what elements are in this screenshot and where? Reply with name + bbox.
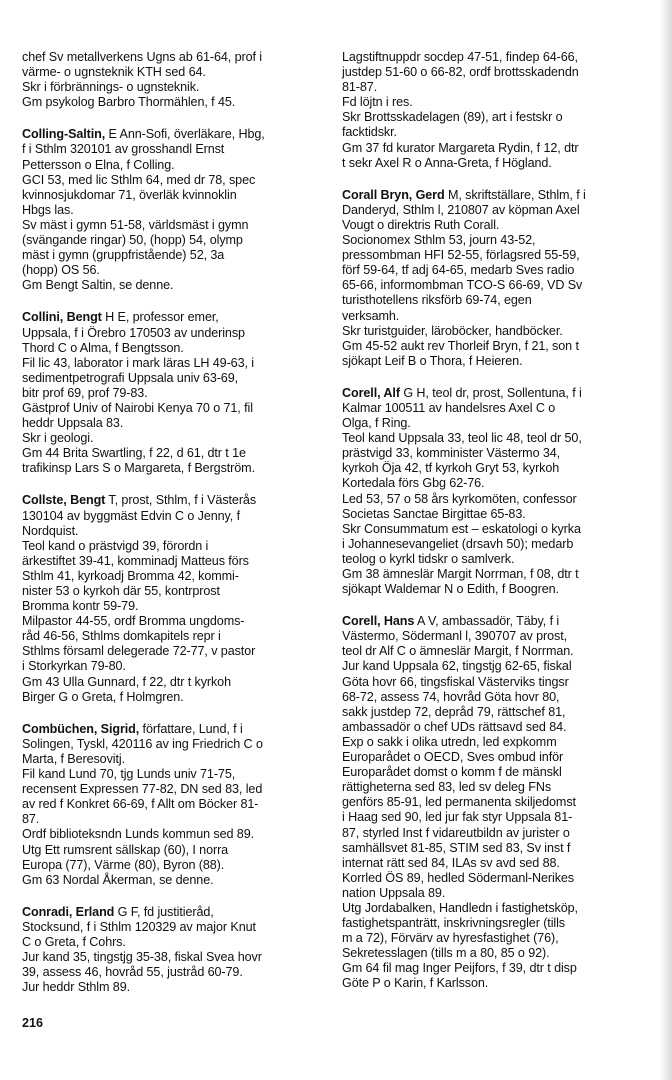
entry-line <box>22 554 324 569</box>
entry-line <box>342 50 642 65</box>
entry-text: Nordquist. <box>22 523 79 538</box>
entry-line <box>342 401 642 416</box>
entry-text: Societas Sanctae Birgittae 65-83. <box>342 506 526 521</box>
entry-text: 68-72, assess 74, hovråd Göta hovr 80, <box>342 689 560 704</box>
entry-line <box>22 920 324 935</box>
entry-text: Gm 37 fd kurator Margareta Rydin, f 12, dtr <box>342 140 579 155</box>
entry-text: Göte P o Karin, f Karlsson. <box>342 976 489 991</box>
entry-text: Gm psykolog Barbro Thormählen, f 45. <box>22 95 236 110</box>
entry-text: G F, fd justitieråd, <box>114 904 214 919</box>
entry-text: råd 46-56, Sthlms domkapitels repr i <box>22 629 221 644</box>
entry-line <box>22 218 324 233</box>
entry-line <box>342 795 642 810</box>
entry-line <box>22 509 324 524</box>
entry-text: Teol kand o prästvigd 39, förordn i <box>22 538 209 553</box>
entry-line <box>342 614 642 629</box>
entry-text: Sthlms församl delegerade 72-77, v pastor <box>22 644 256 659</box>
entry-line <box>342 354 642 369</box>
entry-line <box>22 431 324 446</box>
entry-line <box>342 841 642 856</box>
entry-text: Socionomex Sthlm 53, journ 43-52, <box>342 233 536 248</box>
entry-line <box>22 873 324 888</box>
entry-text: Stocksund, f i Sthlm 120329 av major Knut <box>22 919 256 934</box>
entry-text: Marta, f Beresovitj. <box>22 751 125 766</box>
entry-line <box>22 493 324 508</box>
entry-text: Bromma kontr 59-79. <box>22 599 139 614</box>
entry-line <box>342 916 642 931</box>
entry-text: Teol kand Uppsala 33, teol lic 48, teol dr 50, <box>342 431 582 446</box>
entry-text: 87. <box>22 812 40 827</box>
entry-text: förf 59-64, tf adj 64-65, medarb Sves radio <box>342 263 575 278</box>
entry-line <box>342 233 642 248</box>
entry-text: Gm Bengt Saltin, se denne. <box>22 278 174 293</box>
entry-text: Fil lic 43, laborator i mark läras LH 49-63, i <box>22 355 254 370</box>
entry-text: 81-87. <box>342 80 378 95</box>
entry-line <box>342 263 642 278</box>
entry-line <box>22 569 324 584</box>
entry-line <box>22 843 324 858</box>
entry-line <box>22 722 324 737</box>
entry-line <box>22 65 324 80</box>
entry-line <box>22 416 324 431</box>
entry-line <box>22 248 324 263</box>
entry-text: Korrled ÖS 89, hedled Södermanl-Nerikes <box>342 870 574 885</box>
entry-line <box>342 931 642 946</box>
entry-text: i Johannesevangeliet (drsavh 50); medarb <box>342 536 574 551</box>
entry-text: i Storkyrkan 79-80. <box>22 659 126 674</box>
entry-text: H E, professor emer, <box>101 310 219 325</box>
biography-entry <box>342 386 642 597</box>
entry-text: Skr Brottsskadelagen (89), art i festskr o <box>342 110 563 125</box>
entry-text: teol dr Alf C o ämneslär Margit, f Norrman. <box>342 644 574 659</box>
entry-line <box>22 629 324 644</box>
entry-line <box>342 110 642 125</box>
entry-line <box>22 278 324 293</box>
entry-text: heddr Uppsala 83. <box>22 416 124 431</box>
entry-line <box>342 476 642 491</box>
entry-name: Combüchen, Sigrid, <box>22 721 140 736</box>
entry-line <box>342 309 642 324</box>
entry-text: Solingen, Tyskl, 420116 av ing Friedrich C o <box>22 736 263 751</box>
right-column <box>342 50 642 1009</box>
entry-name: Conradi, Erland <box>22 904 115 919</box>
entry-line <box>22 644 324 659</box>
entry-line <box>342 339 642 354</box>
entry-line <box>22 461 324 476</box>
entry-text: mäst i gymn (gruppfristående) 52, 3a <box>22 248 225 263</box>
entry-text: recensent Expressen 77-82, DN sed 83, led <box>22 782 263 797</box>
entry-text: 87, styrled Inst f vidareutbildn av jurister o <box>342 825 570 840</box>
entry-text: Uppsala, f i Örebro 170503 av underinsp <box>22 325 245 340</box>
entry-line <box>22 858 324 873</box>
entry-line <box>22 263 324 278</box>
entry-text: Utg Ett rumsrent sällskap (60), I norra <box>22 842 229 857</box>
entry-text: bitr prof 69, prof 79-83. <box>22 385 148 400</box>
entry-text: teolog o kyrkl tidskr o samlverk. <box>342 551 515 566</box>
entry-text: Europa (77), Värme (80), Byron (88). <box>22 857 225 872</box>
entry-line <box>22 310 324 325</box>
entry-line <box>342 416 642 431</box>
entry-text: Fd löjtn i res. <box>342 95 413 110</box>
entry-line <box>22 935 324 950</box>
entry-line <box>22 233 324 248</box>
entry-name: Collste, Bengt <box>22 493 106 508</box>
entry-line <box>22 675 324 690</box>
entry-text: M, skriftställare, Sthlm, f i <box>444 187 586 202</box>
entry-line <box>22 95 324 110</box>
biography-entry <box>22 722 324 888</box>
entry-text: värme- o ugnsteknik KTH sed 64. <box>22 65 206 80</box>
entry-text: Göta hovr 66, tingsfiskal Västerviks tingsr <box>342 674 569 689</box>
entry-line <box>22 965 324 980</box>
entry-line <box>22 371 324 386</box>
entry-line <box>342 218 642 233</box>
entry-line <box>22 356 324 371</box>
entry-line <box>342 871 642 886</box>
entry-line <box>22 50 324 65</box>
entry-text: chef Sv metallverkens Ugns ab 61-64, prof i <box>22 50 262 64</box>
entry-text: sjökapt Leif B o Thora, f Heieren. <box>342 353 523 368</box>
entry-line <box>22 539 324 554</box>
entry-line <box>22 905 324 920</box>
entry-line <box>22 659 324 674</box>
entry-line <box>342 567 642 582</box>
entry-line <box>22 386 324 401</box>
entry-text: kyrkoh Öja 42, tf kyrkoh Gryt 53, kyrkoh <box>342 461 560 476</box>
entry-line <box>342 856 642 871</box>
entry-text: m a 72), Förvärv av hyresfastighet (76), <box>342 931 559 946</box>
entry-line <box>342 461 642 476</box>
entry-text: Danderyd, Sthlm l, 210807 av köpman Axel <box>342 202 580 217</box>
entry-text: Utg Jordabalken, Handledn i fastighetsköp, <box>342 900 578 915</box>
entry-text: Jur kand 35, tingstjg 35-38, fiskal Svea hovr <box>22 950 262 965</box>
entry-text: Gm 38 ämneslär Margit Norrman, f 08, dtr t <box>342 567 579 581</box>
entry-text: Europarådet domst o komm f de mänskl <box>342 765 562 780</box>
entry-text: Exp o sakk i olika utredn, led expkomm <box>342 734 557 749</box>
entry-line <box>22 950 324 965</box>
entry-text: sedimentpetrografi Uppsala univ 63-69, <box>22 370 239 385</box>
entry-text: Skr i geologi. <box>22 431 94 446</box>
entry-line <box>22 446 324 461</box>
entry-text: G H, teol dr, prost, Sollentuna, f i <box>399 385 582 400</box>
biography-entry <box>22 493 324 704</box>
biography-entry <box>22 50 324 110</box>
entry-line <box>22 127 324 142</box>
entry-line <box>22 142 324 157</box>
entry-line <box>342 492 642 507</box>
entry-line <box>342 946 642 961</box>
entry-text: Kalmar 100511 av handelsres Axel C o <box>342 400 556 415</box>
biography-entry <box>342 50 642 171</box>
entry-text: A V, ambassadör, Täby, f i <box>414 614 560 629</box>
entry-line <box>342 629 642 644</box>
entry-line <box>342 886 642 901</box>
entry-text: Pettersson o Elna, f Colling. <box>22 157 175 172</box>
entry-text: Europarådet o OECD, Sves ombud inför <box>342 750 564 765</box>
entry-name: Corall Bryn, Gerd <box>342 187 445 202</box>
entry-text: Fil kand Lund 70, tjg Lunds univ 71-75, <box>22 767 236 782</box>
entry-line <box>342 705 642 720</box>
entry-text: facktidskr. <box>342 125 397 140</box>
entry-text: Thord C o Alma, f Bengtsson. <box>22 340 184 355</box>
page-number: 216 <box>22 1016 44 1030</box>
entry-line <box>342 826 642 841</box>
entry-text: Vougt o direktris Ruth Corall. <box>342 217 500 232</box>
entry-line <box>22 584 324 599</box>
entry-text: Birger G o Greta, f Holmgren. <box>22 689 184 704</box>
entry-text: ärkestiftet 39-41, komminadj Matteus förs <box>22 553 249 568</box>
entry-line <box>342 293 642 308</box>
entry-text: rättigheterna sed 83, led sv deleg FNs <box>342 780 552 795</box>
entry-line <box>22 767 324 782</box>
entry-text: Gästprof Univ of Nairobi Kenya 70 o 71, fil <box>22 400 253 415</box>
entry-line <box>342 446 642 461</box>
entry-text: Skr Consummatum est – eskatologi o kyrka <box>342 521 581 536</box>
entry-line <box>342 659 642 674</box>
entry-line <box>342 95 642 110</box>
entry-text: justdep 51-60 o 66-82, ordf brottsskadendn <box>342 65 579 80</box>
entry-text: fastighetspanträtt, inskrivningsregler (tills <box>342 916 565 931</box>
entry-line <box>22 812 324 827</box>
entry-text: T, prost, Sthlm, f i Västerås <box>105 493 257 508</box>
entry-line <box>342 582 642 597</box>
entry-text: Gm 63 Nordal Åkerman, se denne. <box>22 872 214 887</box>
entry-text: Jur heddr Sthlm 89. <box>22 980 131 995</box>
entry-text: t sekr Axel R o Anna-Greta, f Högland. <box>342 155 552 170</box>
entry-text: sjökapt Waldemar N o Edith, f Boogren. <box>342 582 559 597</box>
entry-name: Colling-Saltin, <box>22 127 106 142</box>
entry-line <box>22 752 324 767</box>
entry-text: Gm 43 Ulla Gunnard, f 22, dtr t kyrkoh <box>22 674 231 689</box>
entry-text: kvinnosjukdomar 71, överläk kvinnoklin <box>22 187 237 202</box>
entry-line <box>22 203 324 218</box>
entry-text: prästvigd 33, komminister Västermo 34, <box>342 446 561 461</box>
entry-line <box>342 278 642 293</box>
entry-line <box>342 810 642 825</box>
entry-text: nation Uppsala 89. <box>342 885 446 900</box>
entry-line <box>342 735 642 750</box>
entry-text: verksamh. <box>342 308 400 323</box>
entry-text: (svängande ringar) 50, (hopp) 54, olymp <box>22 233 243 248</box>
entry-text: nister 53 o kyrkoh där 55, kontrprost <box>22 584 220 598</box>
entry-line <box>22 401 324 416</box>
entry-line <box>22 980 324 995</box>
entry-text: Ordf biblioteksndn Lunds kommun sed 89. <box>22 827 255 842</box>
entry-name: Collini, Bengt <box>22 310 102 325</box>
entry-line <box>22 188 324 203</box>
entry-text: av red f Konkret 66-69, f Allt om Böcker 81- <box>22 797 259 812</box>
entry-text: Gm 45-52 aukt rev Thorleif Bryn, f 21, son t <box>342 338 579 353</box>
entry-line <box>342 386 642 401</box>
entry-line <box>342 901 642 916</box>
entry-line <box>342 65 642 80</box>
entry-text: Sthlm 41, kyrkoadj Bromma 42, kommi- <box>22 568 239 583</box>
entry-text: Sv mäst i gymn 51-58, världsmäst i gymn <box>22 217 249 232</box>
page-edge-shadow <box>660 0 672 1080</box>
entry-name: Corell, Alf <box>342 385 400 400</box>
biography-entry <box>22 310 324 476</box>
entry-text: sakk justdep 72, depråd 79, rättschef 81, <box>342 704 566 719</box>
entry-line <box>22 524 324 539</box>
left-column <box>22 50 324 1012</box>
entry-text: E Ann-Sofi, överläkare, Hbg, <box>105 127 265 142</box>
entry-line <box>22 599 324 614</box>
entry-text: Led 53, 57 o 58 års kyrkomöten, confessor <box>342 491 577 506</box>
entry-text: f i Sthlm 320101 av grosshandl Ernst <box>22 142 225 157</box>
entry-text: Gm 64 fil mag Inger Peijfors, f 39, dtr t disp <box>342 961 577 976</box>
entry-line <box>342 780 642 795</box>
entry-line <box>22 614 324 629</box>
entry-line <box>22 827 324 842</box>
entry-text: 65-66, informombman TCO-S 66-69, VD Sv <box>342 278 583 293</box>
entry-line <box>342 156 642 171</box>
entry-text: Olga, f Ring. <box>342 416 411 431</box>
entry-line <box>342 80 642 95</box>
entry-text: Gm 44 Brita Swartling, f 22, d 61, dtr t 1e <box>22 446 246 461</box>
entry-line <box>342 750 642 765</box>
entry-line <box>22 737 324 752</box>
entry-text: Västermo, Södermanl l, 390707 av prost, <box>342 629 568 644</box>
entry-line <box>22 341 324 356</box>
entry-line <box>342 552 642 567</box>
entry-line <box>342 522 642 537</box>
entry-line <box>22 158 324 173</box>
entry-text: Hbgs las. <box>22 202 74 217</box>
entry-text: (hopp) OS 56. <box>22 263 100 278</box>
entry-line <box>342 961 642 976</box>
entry-line <box>342 690 642 705</box>
entry-text: genförs 85-91, led permanenta skiljedomst <box>342 795 576 810</box>
entry-line <box>342 431 642 446</box>
entry-text: författare, Lund, f i <box>139 721 243 736</box>
entry-text: internat rätt sed 84, ILAs sv avd sed 88. <box>342 855 560 870</box>
entry-line <box>342 507 642 522</box>
entry-text: 130104 av byggmäst Edvin C o Jenny, f <box>22 508 240 523</box>
entry-text: Sekretesslagen (tills m a 80, 85 o 92). <box>342 946 550 961</box>
entry-text: Jur kand Uppsala 62, tingstjg 62-65, fiskal <box>342 659 572 674</box>
entry-line <box>342 720 642 735</box>
entry-text: GCI 53, med lic Sthlm 64, med dr 78, spec <box>22 172 256 187</box>
entry-text: ambassadör o chef UDs rättsavd sed 84. <box>342 719 567 734</box>
entry-line <box>22 782 324 797</box>
entry-text: pressombman HFI 52-55, förlagsred 55-59, <box>342 248 580 263</box>
entry-text: turisthotellens riksförb 69-74, egen <box>342 293 532 308</box>
entry-line <box>342 324 642 339</box>
biography-entry <box>22 905 324 996</box>
entry-line <box>342 141 642 156</box>
entry-text: Kortedala förs Gbg 62-76. <box>342 476 485 491</box>
entry-text: samhällsvet 81-85, STIM sed 83, Sv inst f <box>342 840 571 855</box>
entry-text: Skr turistguider, läroböcker, handböcker. <box>342 323 563 338</box>
entry-line <box>22 797 324 812</box>
entry-line <box>22 326 324 341</box>
entry-line <box>22 173 324 188</box>
entry-name: Corell, Hans <box>342 614 415 629</box>
entry-line <box>342 248 642 263</box>
entry-text: Lagstiftnuppdr socdep 47-51, findep 64-66, <box>342 50 578 64</box>
entry-text: 39, assess 46, hovråd 55, justråd 60-79. <box>22 965 243 980</box>
entry-line <box>342 644 642 659</box>
entry-text: trafikinsp Lars S o Margareta, f Bergström. <box>22 461 255 476</box>
entry-text: i Haag sed 90, led jur fak styr Uppsala 81- <box>342 810 573 825</box>
entry-line <box>342 125 642 140</box>
entry-line <box>342 675 642 690</box>
entry-line <box>22 690 324 705</box>
entry-line <box>342 188 642 203</box>
entry-line <box>342 765 642 780</box>
entry-line <box>22 80 324 95</box>
biography-entry <box>342 614 642 991</box>
entry-text: C o Greta, f Cohrs. <box>22 934 126 949</box>
entry-line <box>342 537 642 552</box>
biography-entry <box>342 188 642 369</box>
entry-text: Milpastor 44-55, ordf Bromma ungdoms- <box>22 614 245 629</box>
entry-text: Skr i förbrännings- o ugnsteknik. <box>22 80 200 95</box>
entry-line <box>342 203 642 218</box>
biography-entry <box>22 127 324 293</box>
entry-line <box>342 976 642 991</box>
